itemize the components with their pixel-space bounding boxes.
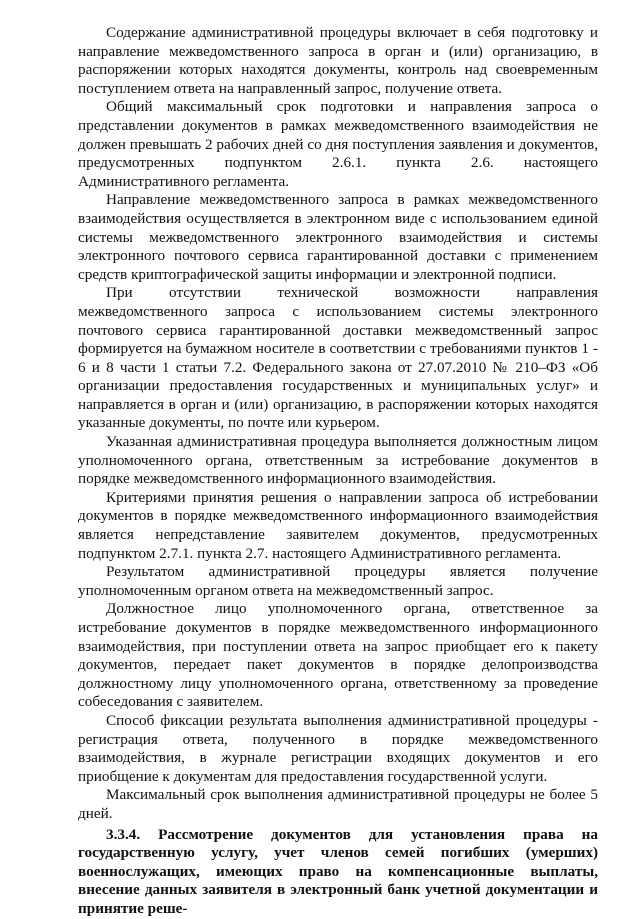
paragraph-official-actions: Должностное лицо уполномоченного органа, ответственное за истребование документов в порядке межведомственного информационного взаимодействия, при поступлении ответа на запрос приобщает его к пакету документов, передает пакет документов в порядке делопроизводства должностному лицу уполномоченного органа, ответственному за проведение собеседования с заявителем.	[78, 600, 598, 711]
document-page	[78, 24, 598, 919]
paragraph-responsible-official: Указанная административная процедура выполняется должностным лицом уполномоченного органа, ответственным за истребование документов в порядке межведомственного информационного взаимодействия.	[78, 433, 598, 488]
paragraph-electronic-request: Направление межведомственного запроса в рамках межведомственного взаимодействия осуществляется в электронном виде с использованием единой системы межведомственного электронного взаимодействия и системы электронного почтового сервиса гарантированной доставки с применением средств криптографической защиты информации и электронной подписи.	[78, 191, 598, 283]
paragraph-criteria: Критериями принятия решения о направлении запроса об истребовании документов в порядке межведомственного информационного взаимодействия является непредставление заявителем документов, предусмотренных подпунктом 2.7.1. пункта 2.7. настоящего Административного регламента.	[78, 488, 598, 562]
paragraph-content: Содержание административной процедуры включает в себя подготовку и направление межведомственного запроса в орган и (или) организацию, в распоряжении которых находятся документы, контроль над своевременным поступлением ответа на направленный запрос, получение ответа.	[78, 24, 598, 97]
paragraph-deadline: Общий максимальный срок подготовки и направления запроса о представлении документов в рамках межведомственного взаимодействия не должен превышать 2 рабочих дней со дня поступления заявления и документов, предусмотренных подпунктом 2.6.1. пункта 2.6. настоящего Административного регламента.	[78, 98, 598, 190]
paragraph-result: Результатом административной процедуры является получение уполномоченным органом ответа на межведомственный запрос.	[78, 563, 598, 599]
paragraph-max-term: Максимальный срок выполнения административной процедуры не более 5 дней.	[78, 786, 598, 822]
paragraph-fixation-method: Способ фиксации результата выполнения административной процедуры - регистрация ответа, полученного в порядке межведомственного взаимодействия, в журнале регистрации входящих документов и его приобщение к документам для предоставления государственной услуги.	[78, 711, 598, 785]
section-heading: 3.3.4. Рассмотрение документов для установления права на государственную услугу, учет членов семей погибших (умерших) военнослужащих, имеющих право на компенсационные выплаты, внесение данных заявителя в электронный банк учетной документации и принятие реше-	[78, 825, 598, 917]
paragraph-paper-request: При отсутствии технической возможности направления межведомственного запроса с использованием системы электронного почтового сервиса гарантированной доставки межведомственный запрос формируется на бумажном носителе в соответствии с требованиями пунктов 1 - 6 и 8 части 1 статьи 7.2. Федерального закона от 27.07.2010 № 210–ФЗ «Об организации предоставления государственных и муниципальных услуг» и направляется в орган и (или) организацию, в распоряжении которых находятся указанные документы, по почте или курьером.	[78, 284, 598, 432]
